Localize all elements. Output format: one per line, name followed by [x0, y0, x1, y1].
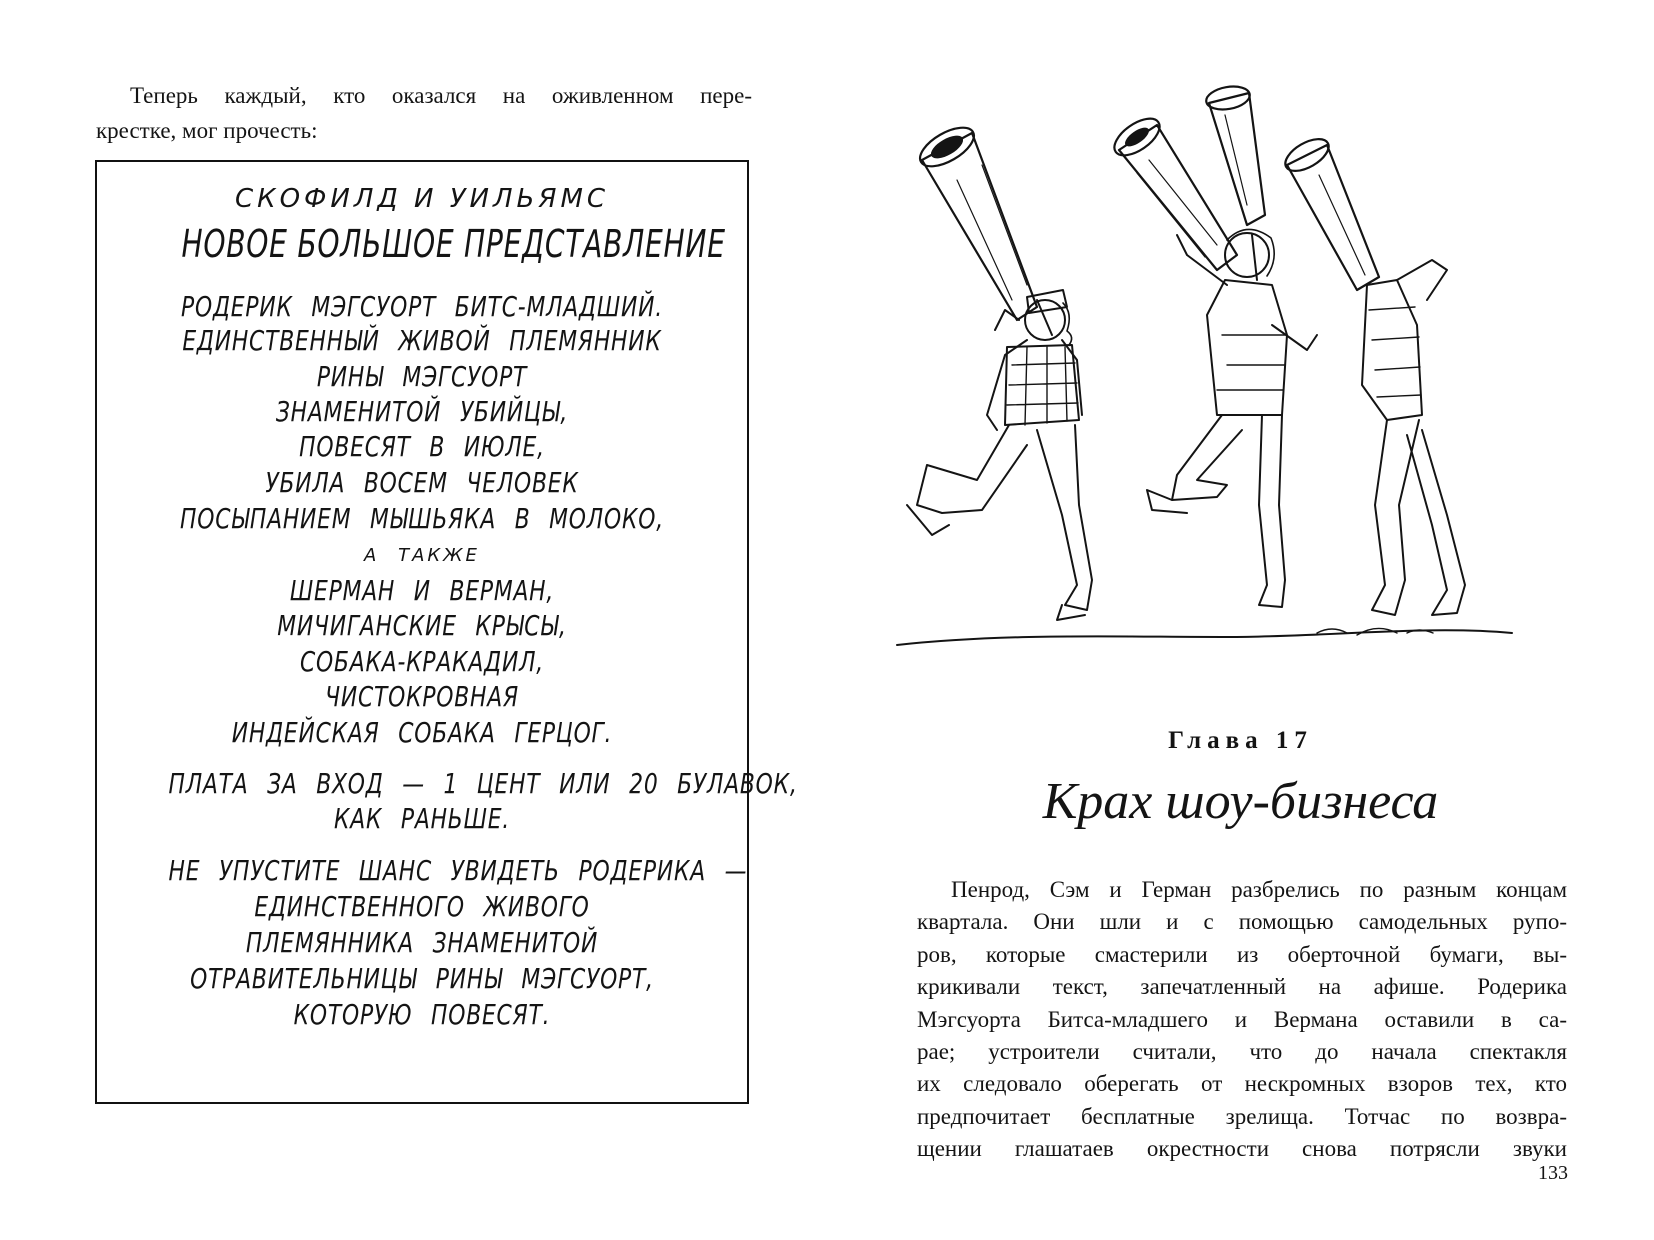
poster-line: СОБАКА-КРАКАДИЛ, [299, 645, 544, 678]
poster-line: А ТАКЖЕ [364, 545, 480, 566]
body-line: щении глашатаев окрестности снова потрясли звуки [917, 1136, 1567, 1162]
poster-line: ЕДИНСТВЕННЫЙ ЖИВОЙ ПЛЕМЯННИК [182, 324, 662, 357]
poster-line: ЧИСТОКРОВНАЯ [325, 680, 519, 713]
poster-line: ИНДЕЙСКАЯ СОБАКА ГЕРЦОГ. [231, 716, 613, 749]
poster-line: ПЛАТА ЗА ВХОД — 1 ЦЕНТ ИЛИ 20 БУЛАВОК, [168, 767, 798, 800]
page-number: 133 [1538, 1162, 1568, 1184]
poster-line: ШЕРМАН И ВЕРМАН, [289, 574, 555, 607]
boys-with-megaphones-illustration [887, 85, 1527, 685]
chapter-title: Крах шоу-бизнеса [1042, 773, 1439, 830]
poster-line: ПОВЕСЯТ В ИЮЛЕ, [299, 430, 545, 463]
intro-line: крестке, мог прочесть: [96, 118, 318, 143]
right-page [827, 0, 1654, 1240]
body-line: квартала. Они шли и с помощью самодельных рупо- [917, 909, 1567, 935]
chapter-label: Глава 17 [1168, 727, 1313, 754]
poster-headline: НОВОЕ БОЛЬШОЕ ПРЕДСТАВЛЕНИЕ [181, 222, 726, 266]
poster-line: МИЧИГАНСКИЕ КРЫСЫ, [277, 609, 567, 642]
poster-line: РОДЕРИК МЭГСУОРТ БИТС-МЛАДШИЙ. [181, 290, 663, 323]
poster-line: КОТОРУЮ ПОВЕСЯТ. [293, 998, 551, 1031]
poster-line: УБИЛА ВОСЕМ ЧЕЛОВЕК [265, 466, 579, 499]
body-line: их следовало оберегать от нескромных взоров тех, кто [917, 1071, 1567, 1097]
intro-paragraph [96, 78, 752, 148]
poster-line: ПОСЫПАНИЕМ МЫШЬЯКА В МОЛОКО, [180, 502, 664, 535]
poster-line: СКОФИЛД И УИЛЬЯМС [234, 184, 610, 214]
body-line: Пенрод, Сэм и Герман разбрелись по разным концам [951, 877, 1567, 902]
poster-line: ЗНАМЕНИТОЙ УБИЙЦЫ, [275, 395, 569, 428]
poster-line: ОТРАВИТЕЛЬНИЦЫ РИНЫ МЭГСУОРТ, [190, 962, 654, 995]
poster-line: НЕ УПУСТИТЕ ШАНС УВИДЕТЬ РОДЕРИКА — [168, 854, 748, 887]
playbill-poster [95, 160, 798, 1104]
poster-line: ЕДИНСТВЕННОГО ЖИВОГО [254, 890, 590, 923]
body-line: предпочитает бесплатные зрелища. Тотчас по возвра- [917, 1103, 1567, 1129]
body-line: крикивали текст, запечатленный на афише. Родерика [917, 974, 1567, 1000]
intro-line: Теперь каждый, кто оказался на оживленном пере- [130, 83, 752, 108]
poster-line: РИНЫ МЭГСУОРТ [316, 360, 528, 393]
poster-line: ПЛЕМЯННИКА ЗНАМЕНИТОЙ [245, 926, 599, 959]
poster-line: КАК РАНЬШЕ. [333, 802, 511, 835]
body-line: Мэгсуорта Битса-младшего и Вермана оставили в са- [917, 1006, 1567, 1032]
chapter-body-paragraph [917, 874, 1567, 1166]
body-line: рае; устроители считали, что до начала спектакля [917, 1039, 1567, 1065]
body-line: ров, которые смастерили из оберточной бумаги, вы- [917, 941, 1567, 967]
